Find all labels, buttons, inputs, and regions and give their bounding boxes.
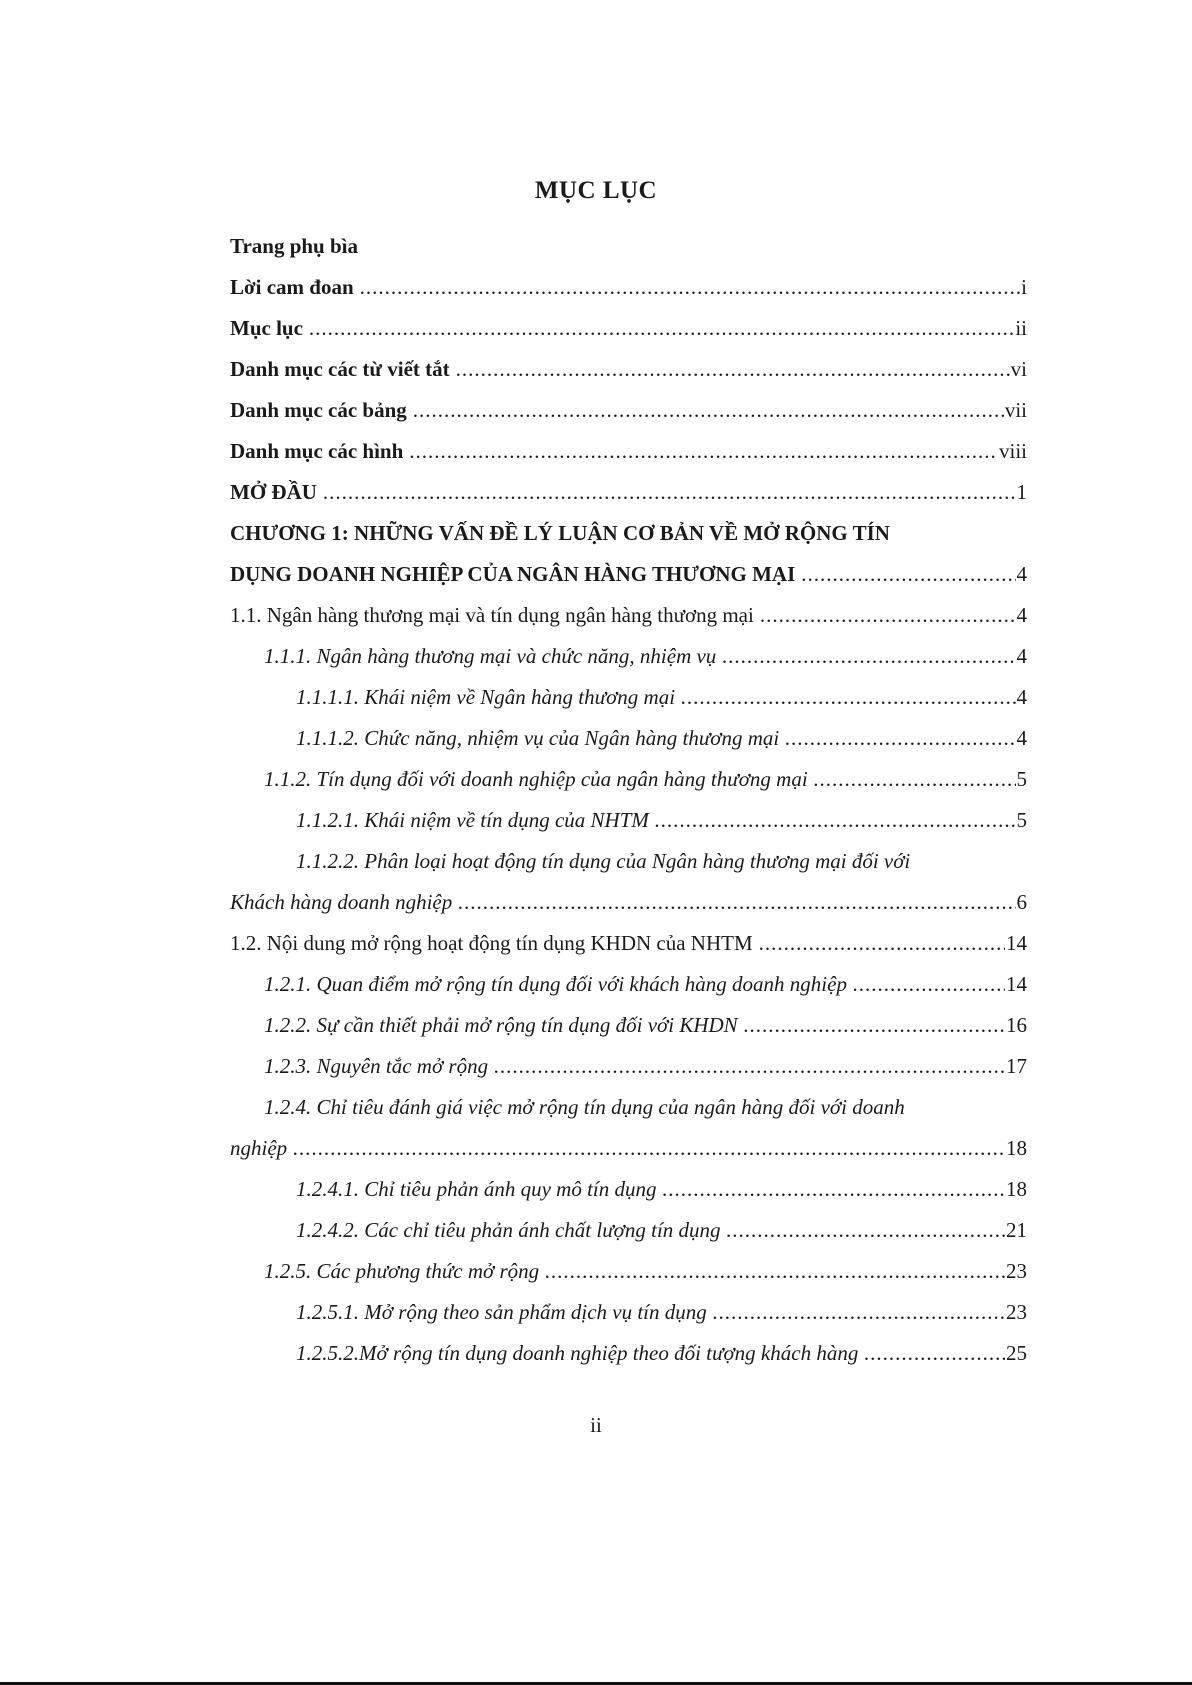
dot-leader — [293, 1128, 1005, 1169]
toc-entry-1-2-4-2[interactable] — [230, 1210, 1027, 1251]
toc-entry-page: 23 — [1006, 1300, 1027, 1324]
dot-leader — [727, 1210, 1005, 1251]
toc-entry-1-2-5-2[interactable] — [230, 1333, 1027, 1374]
dot-leader — [722, 636, 1015, 677]
toc-entry-label: 1.2. Nội dung mở rộng hoạt động tín dụng KHDN của NHTM — [230, 931, 753, 955]
dot-leader — [323, 472, 1016, 513]
dot-leader — [545, 1251, 1005, 1292]
toc-entry-page: i — [1021, 275, 1027, 299]
toc-entry-page: 21 — [1006, 1218, 1027, 1242]
toc-entry-1-2-4-1[interactable] — [230, 1169, 1027, 1210]
dot-leader — [801, 554, 1015, 595]
toc-entry-label: Danh mục các hình — [230, 439, 404, 463]
toc-entry-label: Danh mục các từ viết tắt — [230, 357, 450, 381]
toc-entry-1-2-4[interactable] — [230, 1087, 1027, 1128]
toc-entry-label: 1.1.2. Tín dụng đối với doanh nghiệp của ngân hàng thương mại — [264, 767, 808, 791]
toc-entry-label: 1.2.4.2. Các chỉ tiêu phản ánh chất lượng tín dụng — [296, 1218, 721, 1242]
toc-entry-1-1-2-2[interactable] — [230, 841, 1027, 882]
toc-entry-page: 4 — [1016, 644, 1027, 668]
toc-entry-page: 18 — [1006, 1136, 1027, 1160]
toc-entry-label: 1.1.2.2. Phân loại hoạt động tín dụng của Ngân hàng thương mại đối với — [296, 849, 911, 873]
dot-leader — [494, 1046, 1005, 1087]
toc-entry-page: 1 — [1016, 480, 1027, 504]
toc-entry-label: Trang phụ bìa — [230, 234, 358, 258]
page-number: ii — [590, 1413, 602, 1437]
dot-leader — [814, 759, 1016, 800]
toc-entry-page: 4 — [1016, 603, 1027, 627]
toc-entry-page: 16 — [1006, 1013, 1027, 1037]
toc-entry-page: 14 — [1006, 931, 1027, 955]
toc-entry-page: vii — [1004, 398, 1027, 422]
toc-entry-chapter-1-cont[interactable] — [230, 554, 1027, 595]
toc-entry-label: 1.2.2. Sự cần thiết phải mở rộng tín dụng đối với KHDN — [264, 1013, 738, 1037]
toc-entry-abbreviations[interactable] — [230, 349, 1027, 390]
toc-entry-cover[interactable] — [230, 226, 1027, 267]
toc-entry-1-1-1-2[interactable] — [230, 718, 1027, 759]
toc-entry-page: 5 — [1016, 808, 1027, 832]
toc-entry-page: 25 — [1006, 1341, 1027, 1365]
toc-entry-1-2-2[interactable] — [230, 1005, 1027, 1046]
toc-entry-label: 1.1.2.1. Khái niệm về tín dụng của NHTM — [296, 808, 649, 832]
toc-entry-label: nghiệp — [230, 1136, 288, 1160]
dot-leader — [744, 1005, 1005, 1046]
toc-entry-label: 1.2.4. Chỉ tiêu đánh giá việc mở rộng tín dụng của ngân hàng đối với doanh — [264, 1095, 905, 1119]
dot-leader — [360, 267, 1021, 308]
toc-entry-1-1-2-2-cont[interactable] — [230, 882, 1027, 923]
toc-entry-label: 1.1.1. Ngân hàng thương mại và chức năng, nhiệm vụ — [264, 644, 717, 668]
toc-entry-1-2-5[interactable] — [230, 1251, 1027, 1292]
toc-entry-label: Khách hàng doanh nghiệp — [230, 890, 453, 914]
dot-leader — [759, 923, 1005, 964]
dot-leader — [413, 390, 1004, 431]
toc-entry-chapter-1[interactable] — [230, 513, 1027, 554]
toc-entry-page: 6 — [1016, 890, 1027, 914]
toc-entry-label: 1.2.5.1. Mở rộng theo sản phẩm dịch vụ tín dụng — [296, 1300, 707, 1324]
dot-leader — [655, 800, 1016, 841]
dot-leader — [864, 1333, 1005, 1374]
toc-entry-label: 1.1.1.1. Khái niệm về Ngân hàng thương mại — [296, 685, 676, 709]
toc-entry-page: 4 — [1016, 685, 1027, 709]
toc-entry-label: 1.1. Ngân hàng thương mại và tín dụng ngân hàng thương mại — [230, 603, 754, 627]
toc-entry-1-2-1[interactable] — [230, 964, 1027, 1005]
toc-entry-1-1-1-1[interactable] — [230, 677, 1027, 718]
toc-entry-label: 1.1.1.2. Chức năng, nhiệm vụ của Ngân hàng thương mại — [296, 726, 780, 750]
toc-entry-label: 1.2.5. Các phương thức mở rộng — [264, 1259, 540, 1283]
toc-entry-1-1-2[interactable] — [230, 759, 1027, 800]
toc-entry-tables[interactable] — [230, 390, 1027, 431]
toc-entry-page: 14 — [1006, 972, 1027, 996]
toc-entry-label: CHƯƠNG 1: NHỮNG VẤN ĐỀ LÝ LUẬN CƠ BẢN VỀ MỞ RỘNG TÍN — [230, 521, 890, 545]
toc-entry-1-2-4-cont[interactable] — [230, 1128, 1027, 1169]
dot-leader — [456, 349, 1010, 390]
toc-entry-label: Mục lục — [230, 316, 303, 340]
toc-entry-figures[interactable] — [230, 431, 1027, 472]
dot-leader — [409, 431, 998, 472]
dot-leader — [785, 718, 1015, 759]
dot-leader — [309, 308, 1014, 349]
toc-entry-label: DỤNG DOANH NGHIỆP CỦA NGÂN HÀNG THƯƠNG MẠI — [230, 562, 796, 586]
table-of-contents — [230, 226, 1027, 1374]
dot-leader — [853, 964, 1005, 1005]
toc-entry-page: 18 — [1006, 1177, 1027, 1201]
toc-entry-1-1[interactable] — [230, 595, 1027, 636]
toc-entry-page: 5 — [1016, 767, 1027, 791]
toc-entry-page: 17 — [1006, 1054, 1027, 1078]
toc-entry-page: 4 — [1016, 562, 1027, 586]
toc-entry-1-1-2-1[interactable] — [230, 800, 1027, 841]
toc-entry-1-2-3[interactable] — [230, 1046, 1027, 1087]
page-title: MỤC LỤC — [534, 177, 658, 204]
toc-entry-page: vi — [1010, 357, 1027, 381]
dot-leader — [713, 1292, 1005, 1333]
toc-entry-label: 1.2.4.1. Chỉ tiêu phản ánh quy mô tín dụng — [296, 1177, 657, 1201]
dot-leader — [760, 595, 1016, 636]
toc-entry-label: Danh mục các bảng — [230, 398, 407, 422]
dot-leader — [458, 882, 1015, 923]
dot-leader — [681, 677, 1015, 718]
toc-entry-1-1-1[interactable] — [230, 636, 1027, 677]
toc-entry-page: 23 — [1006, 1259, 1027, 1283]
toc-entry-page: viii — [998, 439, 1027, 463]
toc-entry-label: 1.2.5.2.Mở rộng tín dụng doanh nghiệp theo đối tượng khách hàng — [296, 1341, 859, 1365]
toc-entry-commitment[interactable] — [230, 267, 1027, 308]
toc-entry-label: Lời cam đoan — [230, 275, 354, 299]
toc-entry-page: ii — [1015, 316, 1027, 340]
toc-entry-label: MỞ ĐẦU — [230, 480, 317, 504]
toc-entry-1-2-5-1[interactable] — [230, 1292, 1027, 1333]
toc-entry-contents[interactable] — [230, 308, 1027, 349]
dot-leader — [663, 1169, 1006, 1210]
toc-entry-introduction[interactable] — [230, 472, 1027, 513]
toc-entry-page: 4 — [1016, 726, 1027, 750]
toc-entry-label: 1.2.3. Nguyên tắc mở rộng — [264, 1054, 489, 1078]
toc-entry-1-2[interactable] — [230, 923, 1027, 964]
toc-entry-label: 1.2.1. Quan điểm mở rộng tín dụng đối với khách hàng doanh nghiệp — [264, 972, 847, 996]
